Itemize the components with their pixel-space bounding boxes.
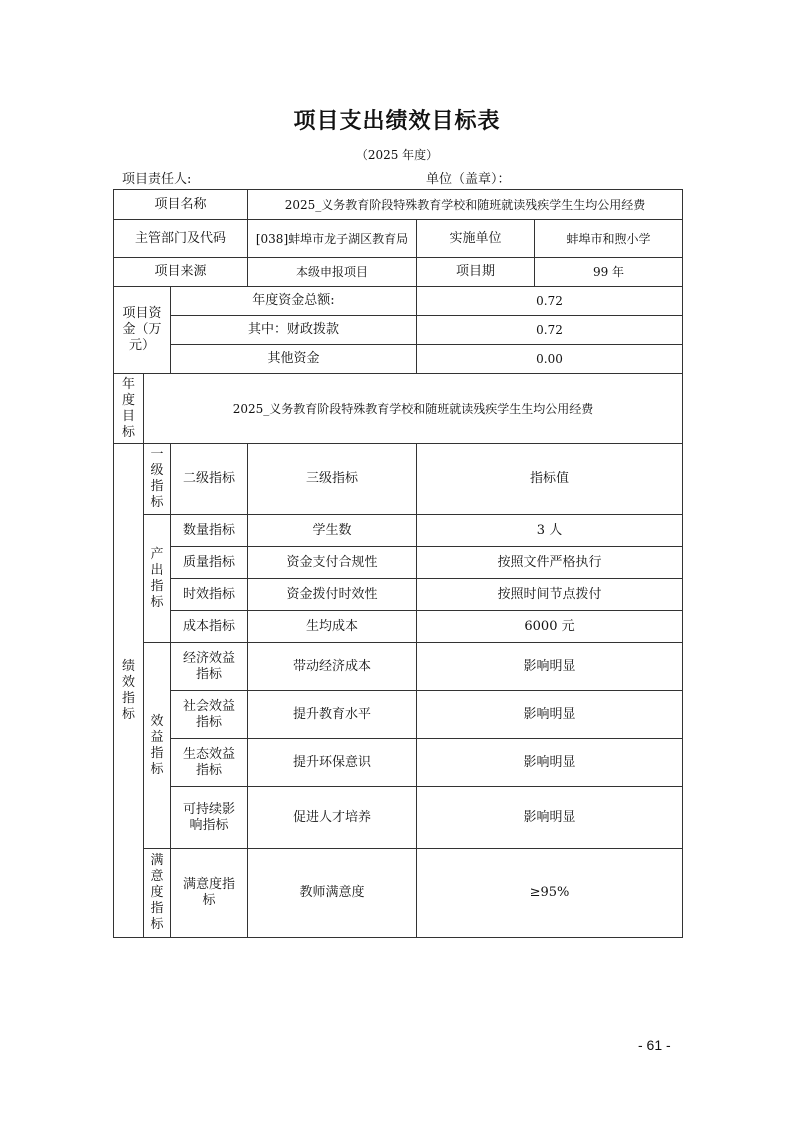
benefit-l2 xyxy=(171,643,248,691)
impl-unit-label: 实施单位 xyxy=(417,220,535,258)
source-label: 项目来源 xyxy=(114,258,248,287)
output-indicator-label-text: 产出指标 xyxy=(150,546,164,610)
satisfaction-indicator-label xyxy=(144,849,171,938)
impl-unit-value: 蚌埠市和煦小学 xyxy=(535,220,683,258)
benefit-l2-text: 经济效益指标 xyxy=(182,650,235,682)
output-l3: 资金支付合规性 xyxy=(248,547,417,579)
funds-label xyxy=(114,287,171,374)
benefit-l2-text: 生态效益指标 xyxy=(182,746,235,778)
perf-indicator-label-text: 绩效指标 xyxy=(122,658,136,722)
header-level1 xyxy=(144,444,171,515)
project-name-label: 项目名称 xyxy=(114,190,248,220)
source-value: 本级申报项目 xyxy=(248,258,417,287)
benefit-l2-text: 可持续影响指标 xyxy=(182,801,235,833)
benefit-l2 xyxy=(171,691,248,739)
benefit-value: 影响明显 xyxy=(417,787,683,849)
period-value: 99 年 xyxy=(535,258,683,287)
fiscal-year: （2025 年度） xyxy=(355,148,439,162)
output-value: 按照时间节点拨付 xyxy=(417,579,683,611)
output-value: 按照文件严格执行 xyxy=(417,547,683,579)
satisfaction-value: ≥95% xyxy=(417,849,683,938)
funds-fiscal-value: 0.72 xyxy=(417,316,683,345)
benefit-indicator-label xyxy=(144,643,171,849)
benefit-l2 xyxy=(171,739,248,787)
benefit-l3: 促进人才培养 xyxy=(248,787,417,849)
benefit-l3: 提升环保意识 xyxy=(248,739,417,787)
benefit-value: 影响明显 xyxy=(417,739,683,787)
output-l3: 生均成本 xyxy=(248,611,417,643)
satisfaction-l2-text: 满意度指标 xyxy=(182,877,235,908)
funds-other-label: 其他资金 xyxy=(171,345,417,374)
unit-stamp-label: 单位（盖章）： xyxy=(426,172,511,187)
satisfaction-l3: 教师满意度 xyxy=(248,849,417,938)
benefit-value: 影响明显 xyxy=(417,643,683,691)
perf-indicator-label xyxy=(114,444,144,938)
output-value: 3 人 xyxy=(417,515,683,547)
funds-fiscal-label: 其中：财政拨款 xyxy=(171,316,417,345)
benefit-value: 影响明显 xyxy=(417,691,683,739)
output-value: 6000 元 xyxy=(417,611,683,643)
performance-target-table xyxy=(113,189,683,938)
satisfaction-indicator-label-text: 满意度指标 xyxy=(150,853,164,932)
responsible-person-label: 项目责任人: xyxy=(122,172,192,187)
annual-goal-label-text: 年度目标 xyxy=(122,376,136,440)
benefit-l2 xyxy=(171,787,248,849)
output-l2: 时效指标 xyxy=(171,579,248,611)
output-l3: 学生数 xyxy=(248,515,417,547)
header-level3: 三级指标 xyxy=(248,444,417,515)
funds-other-value: 0.00 xyxy=(417,345,683,374)
output-indicator-label xyxy=(144,515,171,643)
page-title: 项目支出绩效目标表 xyxy=(293,109,501,134)
dept-label: 主管部门及代码 xyxy=(114,220,248,258)
benefit-l3: 提升教育水平 xyxy=(248,691,417,739)
header-level1-text: 一级指标 xyxy=(150,447,164,510)
dept-value: [038]蚌埠市龙子湖区教育局 xyxy=(248,220,417,258)
funds-total-label: 年度资金总额: xyxy=(171,287,417,316)
annual-goal-text: 2025_义务教育阶段特殊教育学校和随班就读残疾学生生均公用经费 xyxy=(144,374,683,444)
output-l2: 成本指标 xyxy=(171,611,248,643)
benefit-indicator-label-text: 效益指标 xyxy=(150,713,164,777)
output-l2: 数量指标 xyxy=(171,515,248,547)
output-l3: 资金拨付时效性 xyxy=(248,579,417,611)
output-l2: 质量指标 xyxy=(171,547,248,579)
header-level2: 二级指标 xyxy=(171,444,248,515)
benefit-l2-text: 社会效益指标 xyxy=(182,698,235,730)
satisfaction-l2 xyxy=(171,849,248,938)
period-label: 项目期 xyxy=(417,258,535,287)
benefit-l3: 带动经济成本 xyxy=(248,643,417,691)
funds-label-text: 项目资金（万元） xyxy=(122,306,162,353)
funds-total-value: 0.72 xyxy=(417,287,683,316)
page-number: - 61 - xyxy=(638,1037,671,1053)
annual-goal-label xyxy=(114,374,144,444)
header-value: 指标值 xyxy=(417,444,683,515)
project-name-value: 2025_义务教育阶段特殊教育学校和随班就读残疾学生生均公用经费 xyxy=(248,190,683,220)
